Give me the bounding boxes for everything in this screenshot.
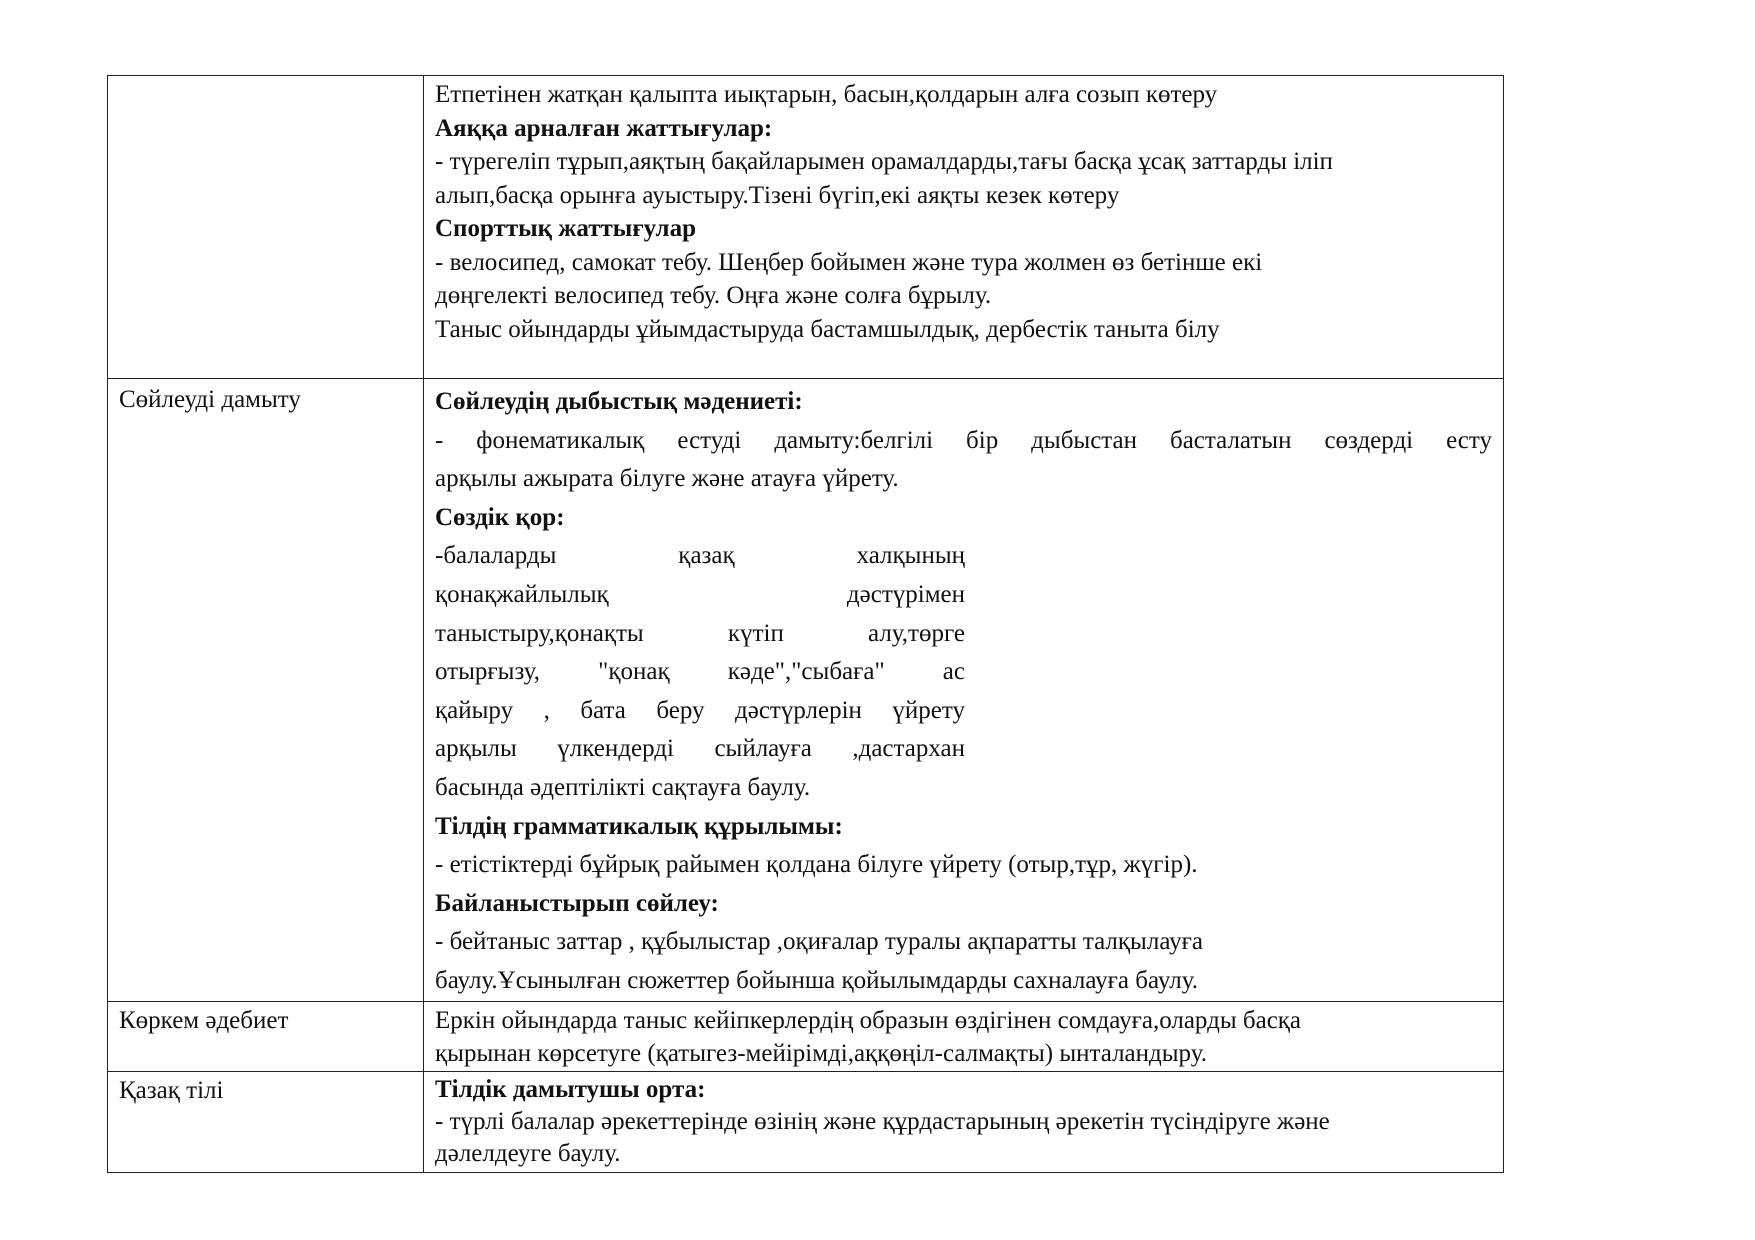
content-cell	[424, 1071, 1504, 1172]
table-row	[108, 1001, 1504, 1071]
table-row	[108, 379, 1504, 1002]
subject-cell	[108, 1071, 424, 1172]
table-row	[108, 1071, 1504, 1172]
content-line: қонақжайлылық дәстүрімен	[435, 580, 965, 608]
content-cell	[424, 379, 1504, 1002]
content-cell	[424, 76, 1504, 379]
content-line: - бейтаныс заттар , құбылыстар ,оқиғалар туралы ақпаратты талқылауға	[435, 928, 1204, 956]
subject-label: Көркем әдебиет	[119, 1006, 289, 1034]
section-heading: Тілдің грамматикалық құрылымы:	[435, 812, 843, 840]
content-line: дәлелдеуге баулу.	[435, 1139, 621, 1167]
content-line: - фонематикалық естуді дамыту:белгілі бір дыбыстан басталатын сөздерді есту	[435, 426, 1492, 454]
content-line: арқылы ажырата білуге және атауға үйрету.	[435, 465, 899, 493]
content-cell	[424, 1001, 1504, 1071]
content-line: -балаларды қазақ халқының	[435, 542, 965, 570]
table-row	[108, 76, 1504, 379]
subject-label: Сөйлеуді дамыту	[119, 386, 301, 413]
curriculum-table	[107, 75, 1504, 1173]
content-line: дөңгелекті велосипед тебу. Оңға және солға бұрылу.	[435, 282, 992, 309]
subject-label: Қазақ тілі	[119, 1076, 224, 1104]
subject-cell	[108, 76, 424, 379]
section-heading: Сөйлеудің дыбыстық мәдениеті:	[435, 388, 803, 415]
section-heading: Спорттық жаттығулар	[435, 215, 696, 242]
subject-cell	[108, 379, 424, 1002]
content-line: - велосипед, самокат тебу. Шеңбер бойымен және тура жолмен өз бетінше екі	[435, 248, 1263, 276]
section-heading: Аяққа арналған жаттығулар:	[435, 114, 773, 142]
content-line: Еркін ойындарда таныс кейіпкерлердің образын өздігінен сомдауға,оларды басқа	[435, 1006, 1302, 1034]
content-line: қайыру , бата беру дәстүрлерін үйрету	[435, 696, 965, 724]
content-line: баулу.Ұсынылған сюжеттер бойынша қойылымдарды сахналауға баулу.	[435, 966, 1198, 994]
content-line: Етпетінен жатқан қалыпта иықтарын, басын,қолдарын алға созып көтеру	[435, 81, 1218, 108]
content-line: - етістіктерді бұйрық райымен қолдана білуге үйрету (отыр,тұр, жүгір).	[435, 851, 1198, 879]
content-line: алып,басқа орынға ауыстыру.Тізені бүгіп,екі аяқты кезек көтеру	[435, 181, 1120, 209]
content-line: - түрегеліп тұрып,аяқтың бақайларымен орамалдарды,тағы басқа ұсақ заттарды іліп	[435, 148, 1333, 175]
section-heading: Байланыстырып сөйлеу:	[435, 889, 719, 917]
content-line: қырынан көрсетуге (қатыгез-мейірімді,аққөңіл-салмақты) ынталандыру.	[435, 1040, 1207, 1067]
content-line: арқылы үлкендерді сыйлауға ,дастархан	[435, 735, 965, 763]
section-heading: Тілдік дамытушы орта:	[435, 1075, 706, 1103]
content-line: таныстыру,қонақты күтіп алу,төрге	[435, 619, 965, 647]
content-line: - түрлі балалар әрекеттерінде өзінің және құрдастарының әрекетін түсіндіруге және	[435, 1107, 1330, 1135]
section-heading: Сөздік қор:	[435, 503, 565, 531]
subject-cell	[108, 1001, 424, 1071]
content-line: отырғызу, "қонақ кәде","сыбаға" ас	[435, 658, 965, 686]
content-line: Таныс ойындарды ұйымдастыруда бастамшылдық, дербестік таныта білу	[435, 315, 1220, 343]
content-line: басында әдептілікті сақтауға баулу.	[435, 773, 811, 801]
